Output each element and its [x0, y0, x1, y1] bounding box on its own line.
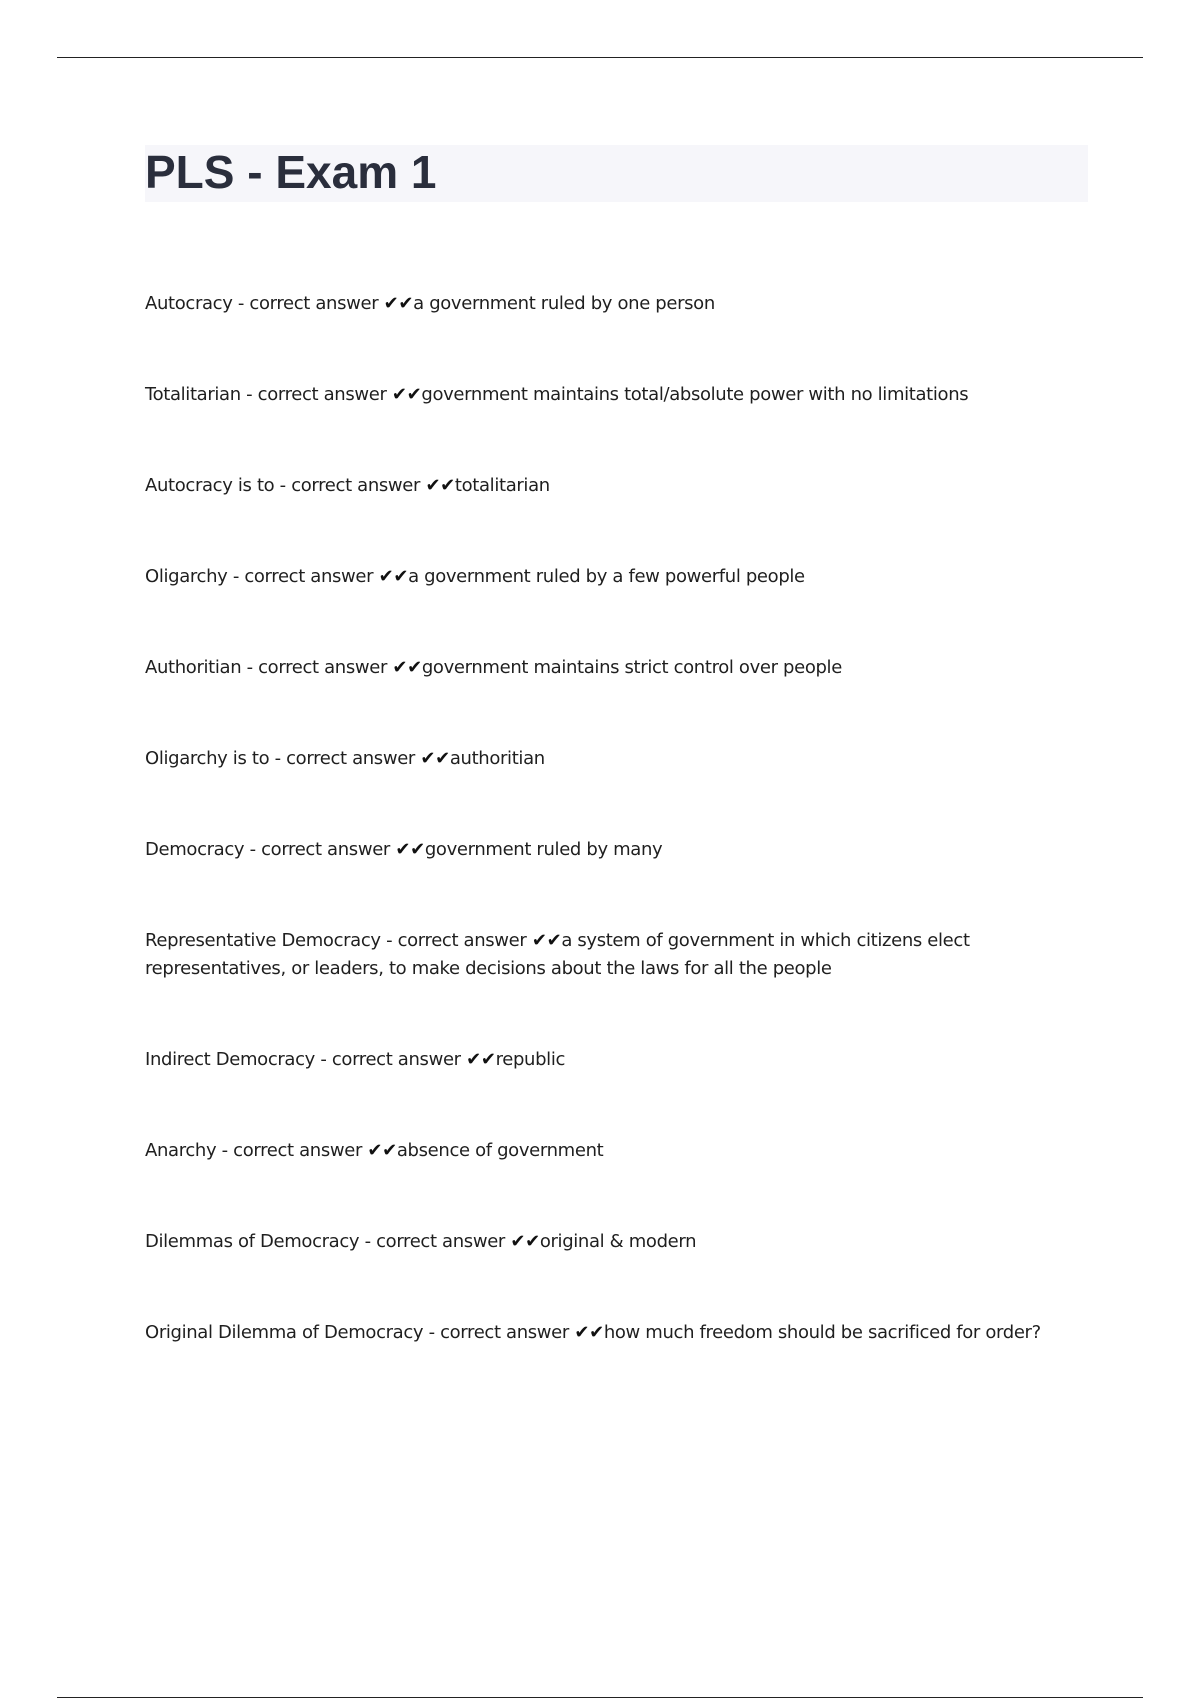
double-check-icon: ✔✔	[460, 1049, 496, 1070]
qa-term: Totalitarian	[145, 384, 241, 405]
page-title: PLS - Exam 1	[145, 146, 437, 198]
qa-item	[145, 927, 1085, 983]
qa-term: Autocracy is to	[145, 475, 275, 496]
qa-term: Anarchy	[145, 1140, 217, 1161]
qa-term: Oligarchy is to	[145, 748, 270, 769]
qa-answer-label: correct answer	[376, 1231, 505, 1252]
qa-item	[145, 1046, 1085, 1074]
qa-answer: how much freedom should be sacrificed for order?	[603, 1322, 1041, 1343]
qa-answer-label: correct answer	[286, 748, 415, 769]
qa-separator: -	[216, 1140, 234, 1161]
qa-term: Representative Democracy	[145, 930, 381, 951]
qa-separator: -	[244, 839, 262, 860]
qa-item	[145, 290, 1085, 318]
qa-term: Indirect Democracy	[145, 1049, 315, 1070]
qa-item	[145, 381, 1085, 409]
qa-term: Authoritian	[145, 657, 242, 678]
qa-item	[145, 836, 1085, 864]
qa-term: Democracy	[145, 839, 245, 860]
qa-separator: -	[359, 1231, 377, 1252]
double-check-icon: ✔✔	[415, 748, 450, 769]
qa-answer-label: correct answer	[233, 1140, 363, 1161]
qa-item	[145, 1137, 1085, 1165]
qa-separator: -	[274, 475, 292, 496]
qa-answer-label: correct answer	[257, 384, 387, 405]
qa-term: Oligarchy	[145, 566, 228, 587]
double-check-icon: ✔✔	[386, 384, 422, 405]
bottom-rule	[57, 1697, 1143, 1698]
qa-answer: republic	[495, 1049, 566, 1070]
qa-separator: -	[241, 657, 259, 678]
qa-answer: government maintains total/absolute power with no limitations	[421, 384, 969, 405]
qa-separator: -	[227, 566, 245, 587]
double-check-icon: ✔✔	[378, 293, 414, 314]
double-check-icon: ✔✔	[420, 475, 455, 496]
qa-separator: -	[314, 1049, 332, 1070]
qa-answer: a government ruled by one person	[413, 293, 715, 314]
double-check-icon: ✔✔	[373, 566, 409, 587]
qa-answer-label: correct answer	[331, 1049, 461, 1070]
qa-term: Autocracy	[145, 293, 233, 314]
qa-separator: -	[423, 1322, 441, 1343]
qa-answer-label: correct answer	[249, 293, 379, 314]
qa-answer-label: correct answer	[397, 930, 527, 951]
qa-answer: authoritian	[449, 748, 545, 769]
qa-item	[145, 1319, 1085, 1347]
double-check-icon: ✔✔	[387, 657, 422, 678]
qa-answer: a system of government in which citizens elect representatives, or leaders, to make decisions about the laws for all the people	[145, 930, 970, 979]
qa-answer-label: correct answer	[291, 475, 421, 496]
qa-answer-label: correct answer	[440, 1322, 569, 1343]
qa-item	[145, 745, 1085, 773]
qa-answer: government maintains strict control over people	[421, 657, 842, 678]
qa-item	[145, 563, 1085, 591]
qa-answer: absence of government	[396, 1140, 604, 1161]
qa-separator: -	[380, 930, 398, 951]
qa-item	[145, 472, 1085, 500]
qa-separator: -	[269, 748, 287, 769]
top-rule	[57, 57, 1143, 58]
qa-separator: -	[232, 293, 250, 314]
qa-item	[145, 1228, 1085, 1256]
double-check-icon: ✔✔	[389, 839, 425, 860]
qa-separator: -	[240, 384, 258, 405]
double-check-icon: ✔✔	[504, 1231, 540, 1252]
qa-answer: government ruled by many	[424, 839, 663, 860]
qa-answer: original & modern	[539, 1231, 697, 1252]
qa-term: Dilemmas of Democracy	[145, 1231, 360, 1252]
double-check-icon: ✔✔	[362, 1140, 397, 1161]
qa-answer: a government ruled by a few powerful people	[408, 566, 805, 587]
qa-answer-label: correct answer	[244, 566, 374, 587]
qa-answer-label: correct answer	[261, 839, 390, 860]
qa-item	[145, 654, 1085, 682]
qa-answer: totalitarian	[454, 475, 550, 496]
double-check-icon: ✔✔	[526, 930, 562, 951]
qa-term: Original Dilemma of Democracy	[145, 1322, 424, 1343]
qa-answer-label: correct answer	[258, 657, 388, 678]
double-check-icon: ✔✔	[568, 1322, 604, 1343]
